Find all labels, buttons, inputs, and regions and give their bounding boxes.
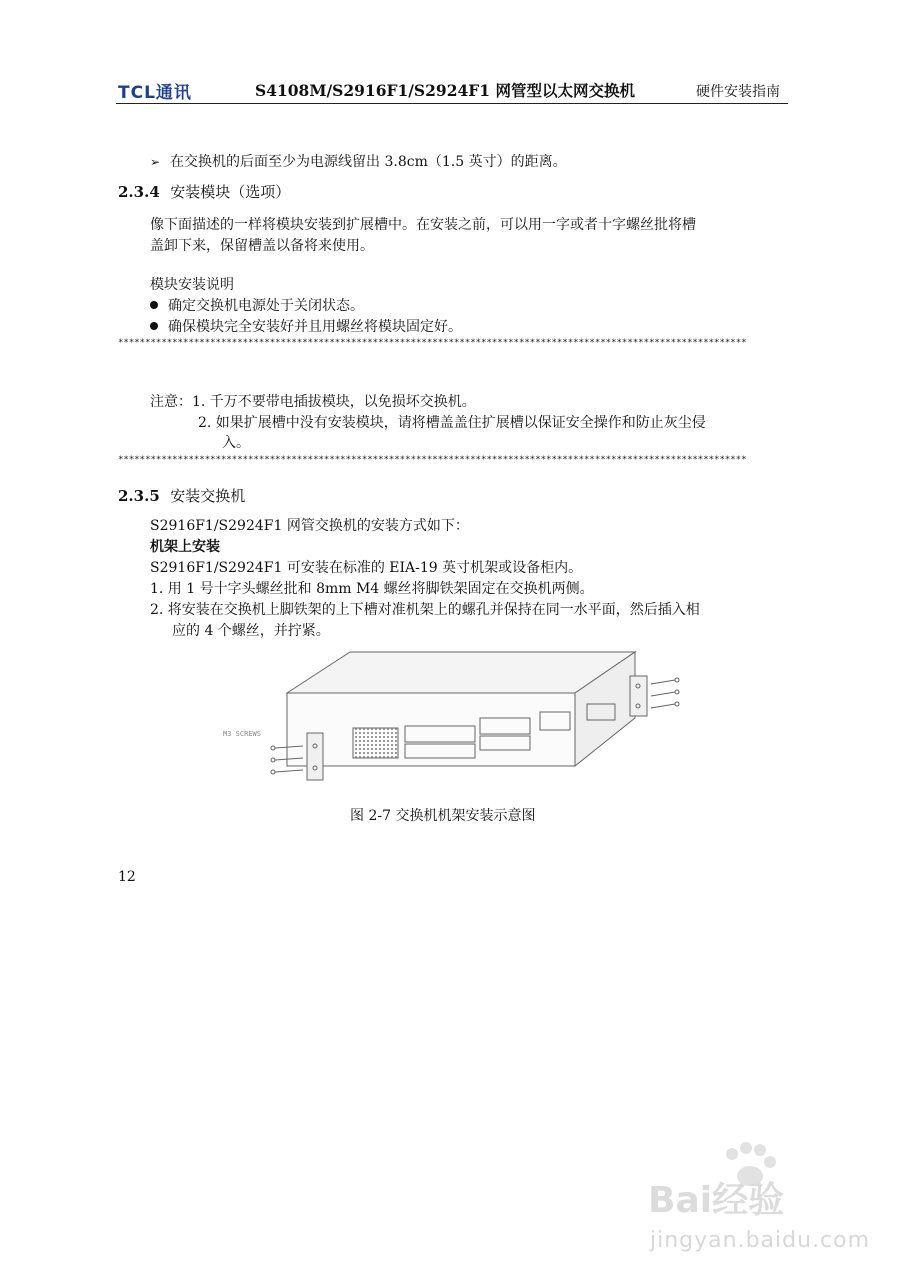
step-2: 2. 将安装在交换机上脚铁架的上下槽对准机架上的螺孔并保持在同一水平面，然后插入相 xyxy=(150,602,700,618)
paragraph-line: 盖卸下来，保留槽盖以备将来使用。 xyxy=(150,238,374,254)
page-number: 12 xyxy=(118,869,136,885)
section-number: 2.3.4 xyxy=(118,183,160,201)
figure-caption: 图 2-7 交换机机架安装示意图 xyxy=(350,808,536,824)
rack-mount-illustration xyxy=(215,648,705,788)
caution-text: 1. 千万不要带电插拔模块，以免损坏交换机。 xyxy=(192,394,476,410)
star-divider: ******************************************************************************************************************** xyxy=(118,455,747,465)
tcl-logo: TCL通讯 xyxy=(118,83,192,103)
step-1: 1. 用 1 号十字头螺丝批和 8mm M4 螺丝将脚铁架固定在交换机两侧。 xyxy=(150,581,594,597)
paragraph-line: S2916F1/S2924F1 可安装在标准的 EIA-19 英寸机架或设备柜内。 xyxy=(150,560,583,576)
watermark-brand: Bai经验 xyxy=(648,1180,785,1221)
section-title: 安装模块（选项） xyxy=(170,183,291,201)
subheading: 机架上安装 xyxy=(150,539,220,555)
star-divider: ******************************************************************************************************************** xyxy=(118,338,747,348)
header-rule xyxy=(116,103,788,104)
arrow-bullet-icon: ➢ xyxy=(150,155,161,169)
intro-bullet xyxy=(150,153,567,171)
intro-bullet-text: 在交换机的后面至少为电源线留出 3.8cm（1.5 英寸）的距离。 xyxy=(170,154,567,170)
list-item-text: 确定交换机电源处于关闭状态。 xyxy=(168,298,364,314)
caution-line-1 xyxy=(150,393,476,411)
notes-title: 模块安装说明 xyxy=(150,277,234,293)
caution-label: 注意： xyxy=(150,394,192,410)
paragraph-line: S2916F1/S2924F1 网管交换机的安装方式如下： xyxy=(150,518,469,534)
section-heading-235 xyxy=(118,485,245,506)
section-number: 2.3.5 xyxy=(118,487,160,505)
guide-label: 硬件安装指南 xyxy=(696,84,780,100)
step-2-continued: 应的 4 个螺丝，并拧紧。 xyxy=(172,623,330,639)
list-item-text: 确保模块完全安装好并且用螺丝将模块固定好。 xyxy=(168,319,462,335)
section-heading-234 xyxy=(118,181,290,202)
bullet-icon xyxy=(150,322,158,330)
section-title: 安装交换机 xyxy=(170,487,246,505)
watermark-url: jingyan.baidu.com xyxy=(650,1228,871,1253)
screws-label: M3 SCREWS xyxy=(223,730,261,738)
list-item xyxy=(150,297,364,315)
baidu-watermark xyxy=(640,1140,870,1230)
caution-line-2: 2. 如果扩展槽中没有安装模块，请将槽盖盖住扩展槽以保证安全操作和防止灰尘侵 xyxy=(198,415,706,431)
paragraph-line: 像下面描述的一样将模块安装到扩展槽中。在安装之前，可以用一字或者十字螺丝批将槽 xyxy=(150,217,696,233)
bullet-icon xyxy=(150,301,158,309)
caution-line-3: 入。 xyxy=(222,435,250,451)
document-title: S4108M/S2916F1/S2924F1 网管型以太网交换机 xyxy=(255,81,635,100)
list-item xyxy=(150,318,462,336)
